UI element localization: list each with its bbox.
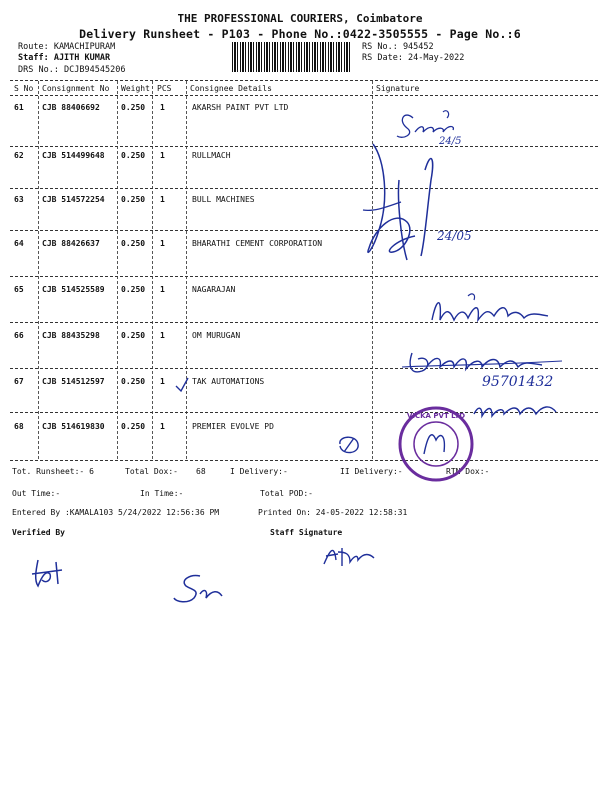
- table-row-consignee: BULL MACHINES: [192, 195, 255, 204]
- signature-row-65: [428, 290, 558, 334]
- table-row-sno: 63: [14, 195, 24, 204]
- col-header-signature: Signature: [376, 84, 420, 93]
- runsheet-subtitle: Delivery Runsheet - P103 - Phone No.:0422-3505555 - Page No.:6: [79, 27, 521, 41]
- staff-signature-label: Staff Signature: [270, 528, 343, 537]
- signature-row-67: [470, 396, 570, 426]
- rtn-dox: RTN Dox:-: [446, 467, 490, 476]
- tick-mark: [172, 372, 192, 394]
- table-row-pcs: 1: [160, 285, 165, 294]
- table-row-consignment: CJB 514619830: [42, 422, 105, 431]
- company-stamp: [396, 404, 476, 484]
- table-row-consignee: OM MURUGAN: [192, 331, 241, 340]
- signature-row-68: [334, 432, 364, 458]
- table-row-consignee: AKARSH PAINT PVT LTD: [192, 103, 289, 112]
- row-divider: [10, 146, 598, 147]
- col-separator: [117, 81, 118, 459]
- row-divider: [10, 276, 598, 277]
- route-label: Route: KAMACHIPURAM: [18, 42, 116, 52]
- signature-row-63-64: [355, 140, 495, 280]
- table-row-consignment: CJB 88435298: [42, 331, 100, 340]
- table-row-weight: 0.250: [121, 285, 146, 294]
- verified-by-label: Verified By: [12, 528, 65, 537]
- total-dox-value: 68: [196, 467, 206, 476]
- ii-delivery: II Delivery:-: [340, 467, 403, 476]
- table-row-sno: 65: [14, 285, 24, 294]
- table-row-consignment: CJB 514499648: [42, 151, 105, 160]
- table-row-weight: 0.250: [121, 239, 146, 248]
- table-row-consignment: CJB 88406692: [42, 103, 100, 112]
- table-row-consignee: NAGARAJAN: [192, 285, 236, 294]
- col-header-pcs: PCS: [157, 84, 172, 93]
- table-row-pcs: 1: [160, 422, 165, 431]
- table-row-pcs: 1: [160, 331, 165, 340]
- verified-by-signature-2: [170, 572, 230, 612]
- table-row-weight: 0.250: [121, 377, 146, 386]
- row67-handwritten-phone: 95701432: [482, 374, 554, 390]
- col-separator: [186, 81, 187, 459]
- table-row-pcs: 1: [160, 239, 165, 248]
- stamp-text: VICKA PVT LTD: [406, 412, 466, 420]
- entered-by: Entered By :KAMALA103 5/24/2022 12:56:36 PM: [12, 508, 220, 517]
- col-separator: [152, 81, 153, 459]
- out-time: Out Time:-: [12, 489, 61, 498]
- table-row-weight: 0.250: [121, 331, 146, 340]
- row61-handwritten-date: 24/5: [439, 136, 462, 147]
- rs-number: RS No.: 945452: [362, 42, 434, 52]
- row-divider: [10, 460, 598, 461]
- table-row-weight: 0.250: [121, 422, 146, 431]
- table-row-weight: 0.250: [121, 151, 146, 160]
- table-row-sno: 62: [14, 151, 24, 160]
- barcode: [232, 42, 350, 72]
- staff-label: Staff: AJITH KUMAR: [18, 53, 111, 63]
- table-row-pcs: 1: [160, 103, 165, 112]
- col-header-weight: Weight: [121, 84, 150, 93]
- table-row-pcs: 1: [160, 377, 165, 386]
- table-row-consignment: CJB 88426637: [42, 239, 100, 248]
- table-row-sno: 61: [14, 103, 24, 112]
- table-row-pcs: 1: [160, 151, 165, 160]
- tot-runsheet: Tot. Runsheet:- 6: [12, 467, 94, 476]
- total-pod: Total POD:-: [260, 489, 313, 498]
- row64-handwritten-date: 24/05: [437, 229, 472, 243]
- staff-signature: [320, 540, 380, 570]
- col-header-consignee: Consignee Details: [190, 84, 272, 93]
- table-row-consignee: BHARATHI CEMENT CORPORATION: [192, 239, 323, 248]
- printed-on: Printed On: 24-05-2022 12:58:31: [258, 508, 408, 517]
- drs-number: DRS No.: DCJB94545206: [18, 65, 126, 75]
- table-row-consignment: CJB 514525589: [42, 285, 105, 294]
- table-row-sno: 66: [14, 331, 24, 340]
- runsheet-company-title: THE PROFESSIONAL COURIERS, Coimbatore: [177, 12, 423, 25]
- total-dox-label: Total Dox:-: [125, 467, 178, 476]
- table-header-rule: [10, 95, 598, 96]
- table-row-sno: 64: [14, 239, 24, 248]
- table-row-consignment: CJB 514572254: [42, 195, 105, 204]
- phone-number-handwritten: [478, 368, 578, 392]
- table-row-consignee: RULLMACH: [192, 151, 231, 160]
- table-top-rule: [10, 80, 598, 81]
- table-row-pcs: 1: [160, 195, 165, 204]
- table-row-weight: 0.250: [121, 195, 146, 204]
- row-divider: [10, 188, 598, 189]
- table-row-consignment: CJB 514512597: [42, 377, 105, 386]
- table-row-sno: 67: [14, 377, 24, 386]
- table-row-consignee: PREMIER EVOLVE PD: [192, 422, 274, 431]
- i-delivery: I Delivery:-: [230, 467, 288, 476]
- table-row-weight: 0.250: [121, 103, 146, 112]
- table-row-sno: 68: [14, 422, 24, 431]
- table-row-consignee: TAK AUTOMATIONS: [192, 377, 265, 386]
- col-separator: [38, 81, 39, 459]
- rs-date: RS Date: 24-May-2022: [362, 53, 465, 63]
- col-header-consignment: Consignment No: [42, 84, 110, 93]
- in-time: In Time:-: [140, 489, 184, 498]
- verified-by-signature: [28, 556, 78, 592]
- row-divider: [10, 230, 598, 231]
- col-header-sno: S No: [14, 84, 34, 93]
